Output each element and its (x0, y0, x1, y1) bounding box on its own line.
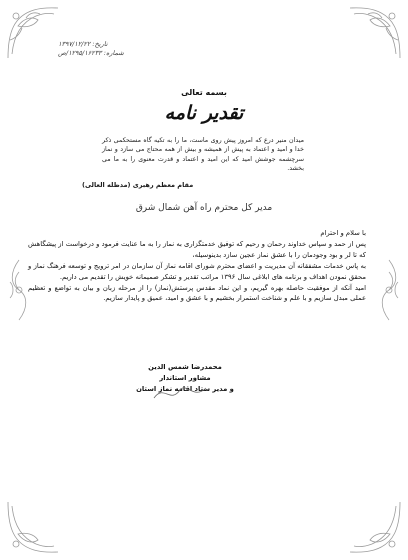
basmala: بسمه تعالی (181, 88, 227, 97)
quote-source: مقام معظم رهبری (مدظله العالی) (82, 181, 194, 189)
recipient: مدیر کل محترم راه آهن شمال شرق (135, 203, 273, 213)
corner-ornament-top-left (4, 4, 62, 62)
signer-role-1: مشاور استاندار (159, 374, 211, 382)
corner-ornament-top-right (346, 4, 404, 62)
body-paragraph-1: پس از حمد و سپاس خداوند رحمان و رحیم که توفیق خدمتگزاری به نماز را به ما عنایت فرمود و درخواست از پیشگاهش که تا لر و بود وجودمان را با عشق نماز عجین سازد بدینوسیله، (28, 239, 366, 259)
letter-body (28, 228, 366, 304)
corner-ornament-bottom-right (346, 498, 404, 556)
number-line: شماره: ۱۲۹۵/۱۶۲۳۳/ص (58, 49, 124, 57)
signer-name: محمدرضا شمس الدین (148, 363, 222, 371)
signature-scribble (150, 378, 210, 408)
page-title: تقدیر نامه (164, 102, 244, 124)
letter-meta (58, 40, 124, 58)
date-line: تاریخ: ۱۳۹۷/۱۲/۲۲ (58, 40, 108, 48)
body-paragraph-3: امید آنکه از موفقیت حاصله بهره گیریم، و این نماد مقدس پرستش(نماز) را از مرحله زبان و بیان به تواضع و تعظیم عملی مبدل سازیم و با علم و شناخت استمرار بخشیم و با عشق و امید، عمیق و پایدار سازیم. (28, 283, 366, 303)
body-paragraph-2: به پاس خدمات مشفقانه آن مدیریت و اعضای محترم شورای اقامه نماز آن سازمان در امر ترویج و توسعه فرهنگ نماز و محقق نمودن اهداف و برنامه های ابلاغی سال ۱۳۹۶ مراتب تقدیر و تشکر صمیمانه خویش را تقدیم می داریم. (28, 261, 366, 281)
leader-quote: میدان منیر درع که امروز پیش روی ماست، ما را به تکیه گاه مستحکمی ذکر خدا و امید و اعتماد به پیش از همیشه و بیش از همه محتاج می سازد و نماز سرچشمه جوشش امید که این امید و اعتماد و قدرت معنوی را به ما می بخشد. (102, 137, 304, 173)
salutation: با سلام و احترام (320, 229, 366, 237)
corner-ornament-bottom-left (4, 498, 62, 556)
signer-role-2: و مدیر ستاد اقامه نماز استان (136, 385, 234, 393)
side-ornament-right (376, 258, 402, 322)
